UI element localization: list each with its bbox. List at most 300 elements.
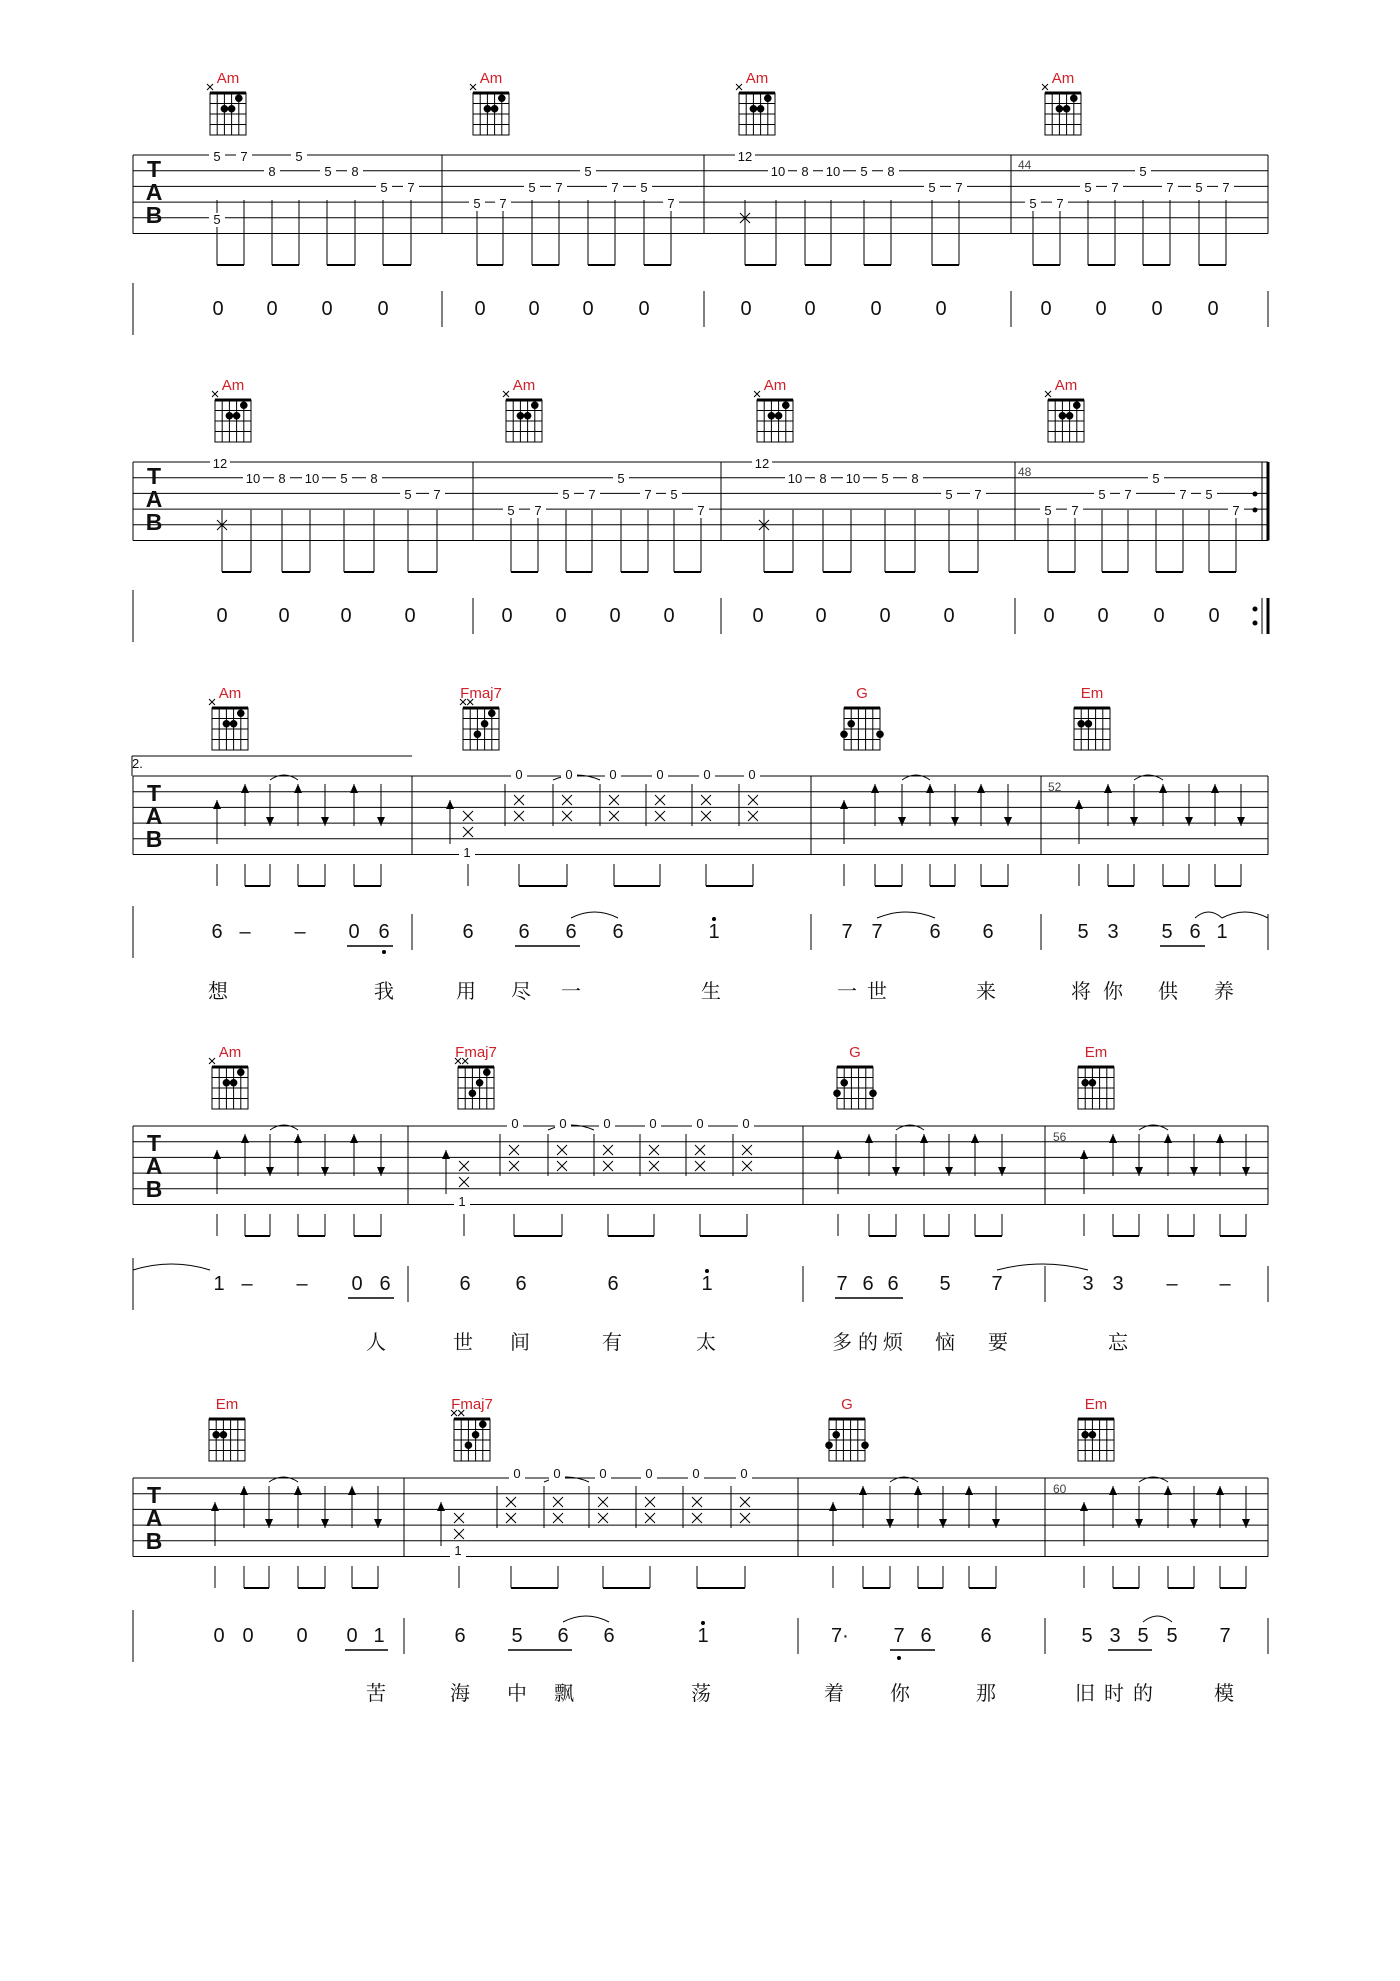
volta-bracket-label: 2.: [132, 756, 143, 771]
lyric-character: 着: [824, 1681, 844, 1705]
chord-name-em: Em: [1080, 685, 1104, 702]
jianpu-note: 6: [920, 1625, 932, 1647]
jianpu-note: 6: [557, 1625, 569, 1647]
octave-dot: [382, 950, 386, 954]
repeat-dot: [1253, 607, 1257, 611]
arrow-head: [321, 817, 329, 826]
lyric-character: 的: [1133, 1681, 1153, 1705]
arrow-head: [859, 1486, 867, 1495]
arrow-head: [1075, 800, 1083, 809]
tab-fret: 8: [264, 165, 280, 179]
tab-fret: 5: [636, 181, 652, 195]
tab-fret: 5: [320, 165, 336, 179]
repeat-dot: [1253, 508, 1257, 512]
tab-open-string: 0: [555, 1117, 571, 1131]
tab-open-string: 0: [605, 768, 621, 782]
chord-diagrams: [207, 84, 1114, 1461]
jianpu-note: 5: [1077, 921, 1089, 943]
arrow-head: [977, 784, 985, 793]
tab-fret: 7: [1120, 488, 1136, 502]
arrow-head: [1190, 1519, 1198, 1528]
chord-name-em: Em: [215, 1396, 239, 1413]
lyric-character: 飘: [554, 1681, 574, 1705]
tab-clef-t: T: [146, 463, 162, 489]
tab-open-string: 0: [699, 768, 715, 782]
tie-arc: [571, 912, 618, 918]
tab-clef-a: A: [145, 179, 163, 205]
chord-diagram-dot: [870, 1090, 877, 1097]
tab-fret: 5: [291, 150, 307, 164]
chord-diagram-dot: [484, 105, 491, 112]
jianpu-note: 6: [378, 921, 390, 943]
tab-open-string: 0: [599, 1117, 615, 1131]
lyric-character: 有: [602, 1330, 622, 1354]
tab-fret: 8: [907, 472, 923, 486]
arrow-head: [1004, 817, 1012, 826]
octave-dot: [897, 1656, 901, 1660]
chord-diagram-dot: [1066, 412, 1073, 419]
chord-diagram-dot: [750, 105, 757, 112]
tab-fret: 1: [450, 1544, 466, 1558]
tab-fret: 5: [209, 150, 225, 164]
lyric-character: 苦: [366, 1681, 386, 1705]
jianpu-note: 6: [612, 921, 624, 943]
jianpu-note: 6: [518, 921, 530, 943]
tab-fret: 12: [735, 150, 755, 164]
chord-diagram-dot: [1063, 105, 1070, 112]
lyric-character: 海: [450, 1681, 470, 1705]
chord-diagram-dot: [480, 1421, 487, 1428]
jianpu-rest: 0: [943, 605, 955, 627]
jianpu-note: 5: [1081, 1625, 1093, 1647]
tab-fret: 12: [210, 457, 230, 471]
tab-fret: 12: [752, 457, 772, 471]
chord-diagram-dot: [484, 1069, 491, 1076]
chord-diagram-dot: [532, 402, 539, 409]
tie-arc: [877, 912, 935, 918]
chord-diagram-dot: [1082, 1431, 1089, 1438]
chord-diagram-dot: [765, 95, 772, 102]
chord-diagram-dot: [213, 1431, 220, 1438]
arrow-head: [294, 1486, 302, 1495]
tab-fret: 7: [970, 488, 986, 502]
tab-fret: 7: [640, 488, 656, 502]
jianpu-note: –: [296, 1273, 308, 1295]
chord-diagram-dot: [228, 105, 235, 112]
jianpu-note: 1: [708, 921, 720, 943]
chord-diagram-dot: [1089, 1079, 1096, 1086]
jianpu-note: 6: [211, 921, 223, 943]
tab-fret: 1: [459, 846, 475, 860]
tab-fret: 7: [495, 197, 511, 211]
arrow-head: [446, 800, 454, 809]
jianpu-note: 1: [697, 1625, 709, 1647]
tab-clef-b: B: [145, 1176, 163, 1202]
jianpu-note: 6: [982, 921, 994, 943]
tab-fret: 7: [1175, 488, 1191, 502]
octave-dot: [705, 1269, 709, 1273]
arrow-head: [965, 1486, 973, 1495]
chord-diagram-dot: [1089, 1431, 1096, 1438]
jianpu-note: 0: [348, 921, 360, 943]
arrow-head: [1109, 1486, 1117, 1495]
arrow-head: [865, 1134, 873, 1143]
jianpu-note: 1: [373, 1625, 385, 1647]
tab-fret: 10: [302, 472, 322, 486]
arrow-head: [829, 1502, 837, 1511]
tab-fret: 7: [951, 181, 967, 195]
jianpu-note: 1: [213, 1273, 225, 1295]
lyric-character: 生: [701, 979, 721, 1003]
tab-fret: 5: [666, 488, 682, 502]
arrow-head: [926, 784, 934, 793]
chord-diagram-dot: [465, 1442, 472, 1449]
chord-diagram-dot: [757, 105, 764, 112]
jianpu-note: –: [239, 921, 251, 943]
arrow-head: [1242, 1167, 1250, 1176]
arrow-head: [914, 1486, 922, 1495]
tab-fret: 7: [236, 150, 252, 164]
jianpu-note: 3: [1109, 1625, 1121, 1647]
arrow-head: [241, 1134, 249, 1143]
tab-clef-a: A: [145, 1505, 163, 1531]
jianpu-note: 1: [701, 1273, 713, 1295]
arrow-head: [939, 1519, 947, 1528]
arrow-head: [377, 817, 385, 826]
jianpu-note: 0: [351, 1273, 363, 1295]
tab-fret: 10: [768, 165, 788, 179]
tab-fret: 7: [530, 504, 546, 518]
jianpu-rest: 0: [321, 298, 333, 320]
jianpu-note: 6: [929, 921, 941, 943]
chord-diagram-dot: [1056, 105, 1063, 112]
tab-fret: 7: [693, 504, 709, 518]
jianpu-note: 3: [1082, 1273, 1094, 1295]
tab-fret: 8: [274, 472, 290, 486]
arrow-head: [321, 1519, 329, 1528]
arrow-head: [1135, 1167, 1143, 1176]
arrow-head: [213, 1150, 221, 1159]
chord-diagram-dot: [223, 1079, 230, 1086]
tab-open-string: 0: [645, 1117, 661, 1131]
lyric-character: 来: [976, 979, 996, 1003]
jianpu-rest: 0: [340, 605, 352, 627]
chord-name-am: Am: [479, 70, 503, 87]
arrow-head: [1242, 1519, 1250, 1528]
chord-diagram-dot: [826, 1442, 833, 1449]
lyric-character: 时: [1104, 1681, 1124, 1705]
tab-fret: 1: [454, 1195, 470, 1209]
tab-open-string: 0: [652, 768, 668, 782]
arrow-head: [1216, 1486, 1224, 1495]
tab-fret: 5: [1201, 488, 1217, 502]
chord-diagram-dot: [783, 402, 790, 409]
jianpu-rest: 0: [1040, 298, 1052, 320]
measure-number: 56: [1053, 1130, 1067, 1144]
arrow-head: [945, 1167, 953, 1176]
tab-clef-b: B: [145, 509, 163, 535]
measure-number: 60: [1053, 1482, 1067, 1496]
jianpu-rest: 0: [1097, 605, 1109, 627]
tab-fret: 7: [1162, 181, 1178, 195]
tab-fret: 8: [347, 165, 363, 179]
tab-fret: 5: [524, 181, 540, 195]
jianpu-rest: 0: [804, 298, 816, 320]
jianpu-note: 7: [836, 1273, 848, 1295]
arrow-head: [1190, 1167, 1198, 1176]
chord-name-g: G: [841, 1396, 853, 1413]
arrow-head: [971, 1134, 979, 1143]
arrow-head: [1080, 1150, 1088, 1159]
arrow-head: [211, 1502, 219, 1511]
tab-open-string: 0: [641, 1467, 657, 1481]
tab-fret: 7: [607, 181, 623, 195]
lyric-character: 忘: [1108, 1330, 1128, 1354]
tab-fret: 5: [376, 181, 392, 195]
measure-number: 52: [1048, 780, 1062, 794]
chord-diagram-dot: [236, 95, 243, 102]
jianpu-rest: 0: [609, 605, 621, 627]
tie-arc: [1195, 912, 1222, 918]
jianpu-note: –: [1219, 1273, 1231, 1295]
tab-fret: 5: [1148, 472, 1164, 486]
arrow-head: [1130, 817, 1138, 826]
jianpu-note: 5: [1166, 1625, 1178, 1647]
lyric-character: 一: [561, 979, 581, 1003]
jianpu-note: 7·: [831, 1625, 849, 1647]
jianpu-note: 7: [841, 921, 853, 943]
tab-fret: 5: [1135, 165, 1151, 179]
arrow-head: [886, 1519, 894, 1528]
arrow-head: [920, 1134, 928, 1143]
arrow-head: [871, 784, 879, 793]
tab-fret: 7: [663, 197, 679, 211]
tie-arc: [997, 1264, 1088, 1270]
jianpu-note: 6: [459, 1273, 471, 1295]
jianpu-rest: 0: [528, 298, 540, 320]
jianpu-note: 6: [1189, 921, 1201, 943]
arrow-head: [998, 1167, 1006, 1176]
jianpu-rest: 0: [1043, 605, 1055, 627]
tab-open-string: 0: [595, 1467, 611, 1481]
tab-fret: 5: [613, 472, 629, 486]
lyric-character: 荡: [691, 1681, 711, 1705]
tab-fret: 7: [403, 181, 419, 195]
arrow-head: [350, 1134, 358, 1143]
arrow-head: [1109, 1134, 1117, 1143]
jianpu-note: 0: [296, 1625, 308, 1647]
chord-diagram-dot: [230, 1079, 237, 1086]
lyric-character: 你: [1103, 979, 1123, 1003]
tab-clef-t: T: [146, 1130, 162, 1156]
lyric-character: 一: [837, 979, 857, 1003]
tab-fret: 5: [336, 472, 352, 486]
jianpu-note: 6: [603, 1625, 615, 1647]
chord-name-fmaj7: Fmaj7: [451, 1396, 493, 1413]
tab-open-string: 0: [692, 1117, 708, 1131]
tab-fret: 5: [400, 488, 416, 502]
lyric-character: 想: [208, 979, 228, 1003]
arrow-head: [1237, 817, 1245, 826]
arrow-head: [840, 800, 848, 809]
lyric-character: 的: [858, 1330, 878, 1354]
chord-diagram-dot: [233, 412, 240, 419]
tab-fret: 7: [584, 488, 600, 502]
chord-diagram-dot: [768, 412, 775, 419]
jianpu-rest: 0: [474, 298, 486, 320]
chord-diagram-dot: [241, 402, 248, 409]
arrow-head: [374, 1519, 382, 1528]
jianpu-rest: 0: [582, 298, 594, 320]
tab-fret: 7: [551, 181, 567, 195]
tab-fret: 5: [580, 165, 596, 179]
tab-fret: 8: [366, 472, 382, 486]
jianpu-rest: 0: [870, 298, 882, 320]
arrow-head: [898, 817, 906, 826]
chord-diagram-dot: [1074, 402, 1081, 409]
tie-arc: [563, 1616, 609, 1622]
jianpu-note: 6: [379, 1273, 391, 1295]
jianpu-note: 5: [511, 1625, 523, 1647]
jianpu-note: 7: [871, 921, 883, 943]
arrow-head: [1159, 784, 1167, 793]
jianpu-rest: 0: [1095, 298, 1107, 320]
arrow-head: [294, 784, 302, 793]
tab-fret: 10: [823, 165, 843, 179]
lyric-character: 烦: [883, 1330, 903, 1354]
jianpu-note: –: [294, 921, 306, 943]
lyric-character: 供: [1158, 979, 1178, 1003]
chord-name-fmaj7: Fmaj7: [460, 685, 502, 702]
arrow-head: [1185, 817, 1193, 826]
jianpu-note: 3: [1112, 1273, 1124, 1295]
chord-name-am: Am: [218, 1044, 242, 1061]
tab-clef-t: T: [146, 780, 162, 806]
tab-fret: 5: [1080, 181, 1096, 195]
tab-fret: 7: [1052, 197, 1068, 211]
jianpu-note: 0: [242, 1625, 254, 1647]
lyric-character: 尽: [511, 979, 531, 1003]
lyric-character: 间: [510, 1330, 530, 1354]
arrow-head: [213, 800, 221, 809]
chord-diagram-dot: [472, 1431, 479, 1438]
lyric-character: 那: [976, 1681, 996, 1705]
jianpu-note: 7: [991, 1273, 1003, 1295]
chord-diagram-dot: [230, 720, 237, 727]
tie-arc: [1222, 912, 1268, 918]
tab-fret: 5: [877, 472, 893, 486]
octave-dot: [712, 917, 716, 921]
jianpu-note: 6: [607, 1273, 619, 1295]
chord-diagram-dot: [223, 720, 230, 727]
arrow-head: [1135, 1519, 1143, 1528]
chord-diagram-dot: [833, 1431, 840, 1438]
tab-fret: 7: [1228, 504, 1244, 518]
lyric-character: 旧: [1075, 1681, 1095, 1705]
chord-diagram-dot: [862, 1442, 869, 1449]
tab-open-string: 0: [736, 1467, 752, 1481]
jianpu-rest: 0: [935, 298, 947, 320]
chord-diagram-dot: [1082, 1079, 1089, 1086]
arrow-head: [321, 1167, 329, 1176]
jianpu-rest: 0: [555, 605, 567, 627]
repeat-dot: [1253, 492, 1257, 496]
arrow-head: [1216, 1134, 1224, 1143]
chord-diagram-dot: [474, 731, 481, 738]
tab-open-string: 0: [738, 1117, 754, 1131]
chord-diagram-dot: [238, 710, 245, 717]
tab-clef-t: T: [146, 1482, 162, 1508]
tab-open-string: 0: [549, 1467, 565, 1481]
arrow-head: [377, 1167, 385, 1176]
jianpu-note: 6: [980, 1625, 992, 1647]
chord-diagram-dot: [524, 412, 531, 419]
chord-diagram-dot: [834, 1090, 841, 1097]
arrow-head: [294, 1134, 302, 1143]
tab-clef-a: A: [145, 1153, 163, 1179]
chord-diagram-dot: [476, 1079, 483, 1086]
chord-name-am: Am: [221, 377, 245, 394]
arrow-head: [350, 784, 358, 793]
jianpu-rest: 0: [663, 605, 675, 627]
tab-open-string: 0: [688, 1467, 704, 1481]
chord-name-am: Am: [1051, 70, 1075, 87]
tab-open-string: 0: [744, 768, 760, 782]
tab-clef-b: B: [145, 202, 163, 228]
arrow-head: [266, 1167, 274, 1176]
chord-diagram-dot: [499, 95, 506, 102]
lyric-character: 太: [696, 1330, 716, 1354]
chord-name-am: Am: [745, 70, 769, 87]
tab-fret: 7: [1107, 181, 1123, 195]
arrow-head: [834, 1150, 842, 1159]
chord-diagram-dot: [848, 720, 855, 727]
chord-diagram-dot: [877, 731, 884, 738]
lyric-character: 将: [1071, 979, 1091, 1003]
chord-name-am: Am: [216, 70, 240, 87]
jianpu-note: 6: [515, 1273, 527, 1295]
lyric-character: 中: [507, 1681, 527, 1705]
chord-name-am: Am: [218, 685, 242, 702]
chord-diagram-dot: [226, 412, 233, 419]
tab-fret: 5: [1025, 197, 1041, 211]
chord-diagram-dot: [1078, 720, 1085, 727]
jianpu-rest: 0: [1207, 298, 1219, 320]
lyric-character: 用: [456, 979, 476, 1003]
chord-name-am: Am: [1054, 377, 1078, 394]
tab-clef-b: B: [145, 826, 163, 852]
tab-fret: 10: [843, 472, 863, 486]
jianpu-note: 7: [893, 1625, 905, 1647]
jianpu-note: –: [241, 1273, 253, 1295]
jianpu-rest: 0: [212, 298, 224, 320]
tab-fret: 5: [503, 504, 519, 518]
chord-diagram-dot: [775, 412, 782, 419]
chord-diagram-dot: [221, 105, 228, 112]
tab-open-string: 0: [561, 768, 577, 782]
lyric-character: 恼: [935, 1330, 955, 1354]
jianpu-note: 7: [1219, 1625, 1231, 1647]
arrow-head: [1211, 784, 1219, 793]
measure-number: 48: [1018, 465, 1032, 479]
arrow-head: [266, 817, 274, 826]
chord-diagram-dot: [1071, 95, 1078, 102]
arrow-head: [348, 1486, 356, 1495]
tab-open-string: 0: [509, 1467, 525, 1481]
chord-name-am: Am: [763, 377, 787, 394]
arrow-head: [892, 1167, 900, 1176]
lyric-character: 世: [867, 979, 887, 1003]
